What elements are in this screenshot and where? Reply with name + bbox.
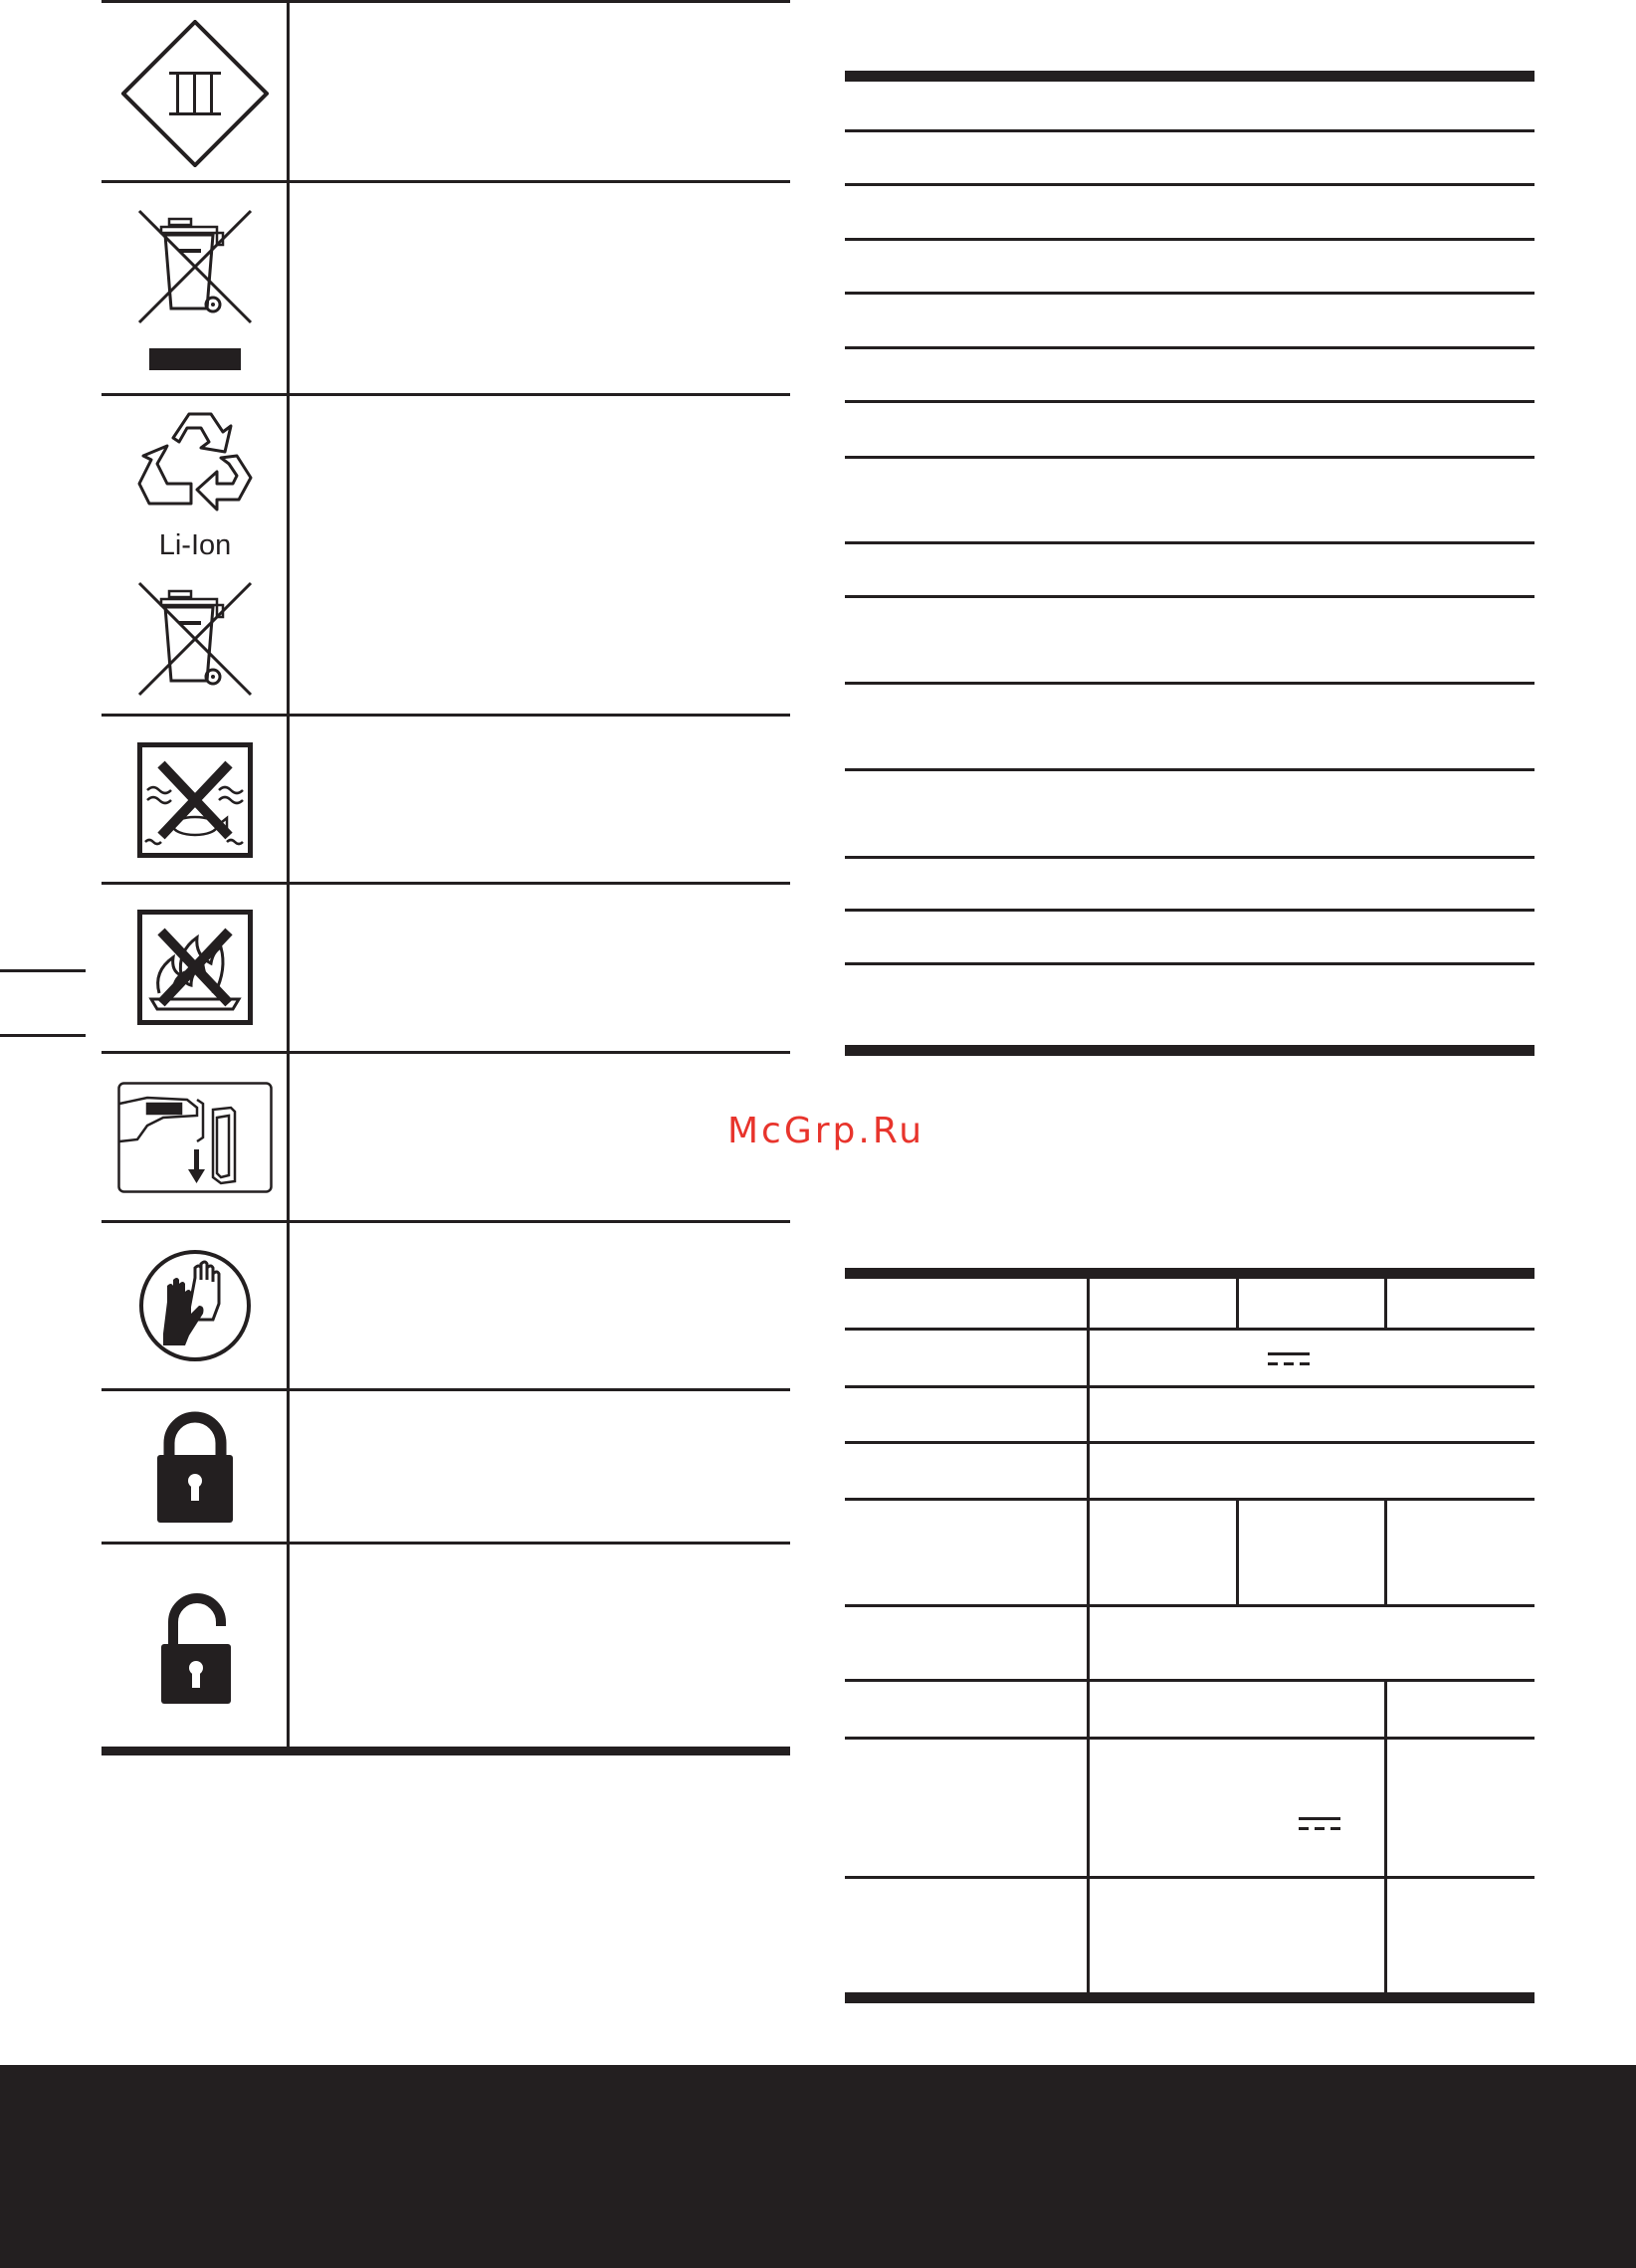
table-rule bbox=[845, 909, 1534, 912]
dc-current-icon bbox=[1268, 1352, 1310, 1366]
table-rule bbox=[102, 1220, 790, 1223]
no-water-icon bbox=[137, 742, 253, 858]
table-rule bbox=[845, 456, 1534, 459]
table-rule bbox=[845, 595, 1534, 598]
li-ion-label: Li-Ion bbox=[158, 529, 232, 561]
table-column-divider bbox=[1236, 1500, 1239, 1606]
table-rule bbox=[102, 1542, 790, 1545]
margin-mark bbox=[0, 969, 86, 972]
table-rule bbox=[102, 0, 790, 3]
table-bottom-rule bbox=[102, 1747, 790, 1755]
table-rule bbox=[102, 180, 790, 183]
table-bottom-rule bbox=[845, 1045, 1534, 1056]
table-rule bbox=[845, 856, 1534, 859]
table-column-divider bbox=[1236, 1277, 1239, 1329]
lock-icon bbox=[155, 1409, 235, 1525]
table-rule bbox=[102, 882, 790, 885]
table-rule bbox=[845, 1385, 1534, 1388]
table-rule bbox=[845, 1876, 1534, 1879]
dc-current-icon bbox=[1299, 1817, 1340, 1831]
table-rule bbox=[845, 541, 1534, 544]
table-rule bbox=[102, 1388, 790, 1391]
battery-removal-icon bbox=[117, 1082, 273, 1193]
table-rule bbox=[102, 393, 790, 396]
table-bottom-rule bbox=[845, 1992, 1534, 2003]
gloves-icon bbox=[137, 1248, 253, 1363]
table-rule bbox=[845, 346, 1534, 349]
table-column-divider bbox=[287, 0, 290, 1750]
recycle-icon bbox=[137, 408, 253, 519]
crossed-bin-icon bbox=[135, 207, 255, 374]
table-top-rule bbox=[845, 71, 1534, 82]
table-rule bbox=[845, 1737, 1534, 1740]
table-rule bbox=[845, 1441, 1534, 1444]
table-rule bbox=[845, 682, 1534, 685]
table-column-divider bbox=[1384, 1681, 1387, 1995]
table-rule bbox=[845, 129, 1534, 132]
table-column-divider bbox=[1087, 1277, 1090, 1995]
table-rule bbox=[845, 183, 1534, 186]
table-rule bbox=[845, 1328, 1534, 1331]
table-column-divider bbox=[1384, 1500, 1387, 1606]
margin-mark bbox=[0, 1034, 86, 1037]
unlock-icon bbox=[159, 1590, 235, 1706]
table-rule bbox=[845, 962, 1534, 965]
watermark: McGrp.Ru bbox=[726, 1111, 925, 1151]
table-rule bbox=[845, 238, 1534, 241]
table-column-divider bbox=[1384, 1277, 1387, 1329]
table-rule bbox=[845, 1498, 1534, 1501]
crossed-bin-icon bbox=[135, 579, 255, 701]
class-iii-icon bbox=[121, 20, 269, 167]
table-rule bbox=[102, 714, 790, 717]
table-rule bbox=[845, 1604, 1534, 1607]
table-rule bbox=[845, 292, 1534, 295]
table-rule bbox=[845, 1679, 1534, 1682]
table-top-rule bbox=[845, 1268, 1534, 1279]
footer-band bbox=[0, 2065, 1636, 2268]
no-fire-icon bbox=[137, 910, 253, 1025]
table-rule bbox=[845, 400, 1534, 403]
table-rule bbox=[102, 1051, 790, 1054]
table-rule bbox=[845, 768, 1534, 771]
